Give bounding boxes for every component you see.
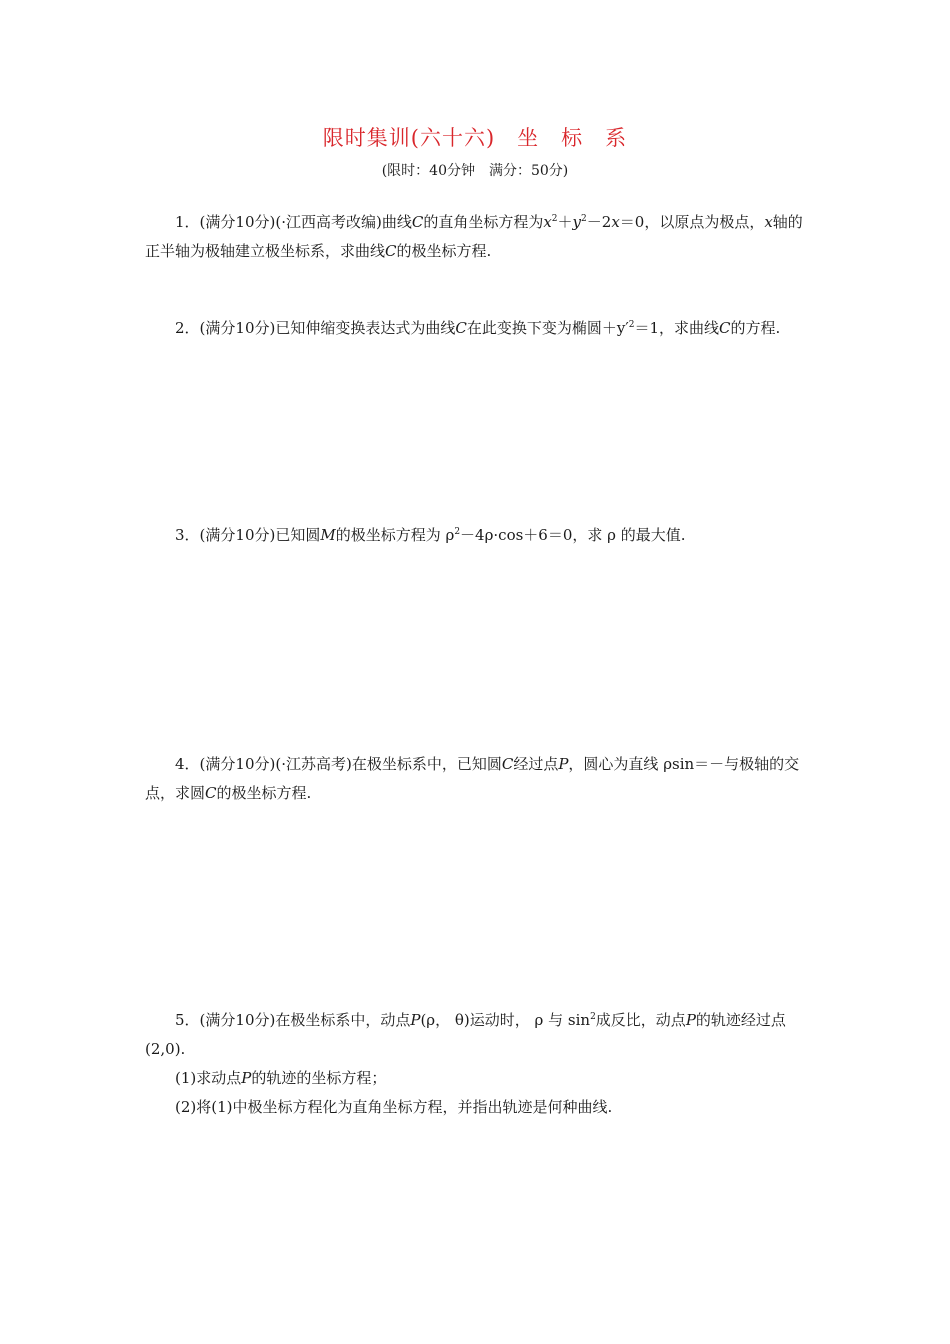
problem-5-part-1 [175, 1064, 815, 1093]
page-title: 限时集训(六十六) 坐 标 系 [322, 126, 628, 150]
problem-meta: (满分10分) [199, 526, 276, 544]
problem-2 [145, 314, 810, 343]
problem-3 [145, 521, 810, 550]
problem-text: 的极坐标方程. [216, 784, 312, 802]
problem-text: 的极坐标方程. [396, 242, 492, 260]
problem-number: 1． [175, 213, 200, 231]
page-subtitle: (限时：40分钟 满分：50分) [381, 163, 569, 179]
problem-text: ，圆心为直线 ρsin＝－与极轴的交点，求圆 [145, 755, 800, 802]
problem-meta: (满分10分)(·江苏高考) [199, 755, 352, 773]
problem-text: 的轨迹经过点(2,0). [145, 1011, 786, 1058]
sub-question-text: (2)将(1)中极坐标方程化为直角坐标方程，并指出轨迹是何种曲线. [175, 1098, 613, 1116]
problem-1 [145, 208, 810, 266]
problem-4 [145, 750, 810, 808]
problem-text: 的极坐标方程为 ρ [335, 526, 455, 544]
variable: C [455, 319, 467, 337]
variable: C [205, 784, 217, 802]
problem-text: 已知伸缩变换表达式为曲线 [275, 319, 456, 337]
problem-meta: (满分10分) [199, 319, 276, 337]
sub-question-text: (1)求动点 [175, 1069, 242, 1087]
variable: P [410, 1011, 421, 1029]
problem-text: 已知圆 [275, 526, 321, 544]
problem-text: 在极坐标系中，动点 [275, 1011, 411, 1029]
operator: ＋ [557, 213, 573, 231]
problem-text: 在极坐标系中，已知圆 [351, 755, 502, 773]
variable: P [241, 1069, 252, 1087]
variable: x [764, 213, 773, 231]
variable: M [320, 526, 336, 544]
variable: C [501, 755, 514, 773]
problem-number: 5． [175, 1011, 200, 1029]
problem-text: ＝0，以原点为极点， [619, 213, 765, 231]
problem-text: 经过点 [513, 755, 559, 773]
problem-number: 2． [175, 319, 200, 337]
problem-text: ＝1，求曲线 [634, 319, 720, 337]
problem-text: 曲线 [381, 213, 412, 231]
variable: C [719, 319, 731, 337]
exponent: 2 [551, 214, 558, 224]
problem-text: 轴的正半轴为极轴建立极坐标系，求曲线 [145, 213, 803, 260]
variable: P [685, 1011, 696, 1029]
problem-text: 的直角坐标方程为 [423, 213, 544, 231]
operator: －2 [586, 213, 612, 231]
problem-meta: (满分10分)(·江西高考改编) [199, 213, 382, 231]
variable: y [572, 213, 582, 231]
variable: x [611, 213, 620, 231]
problem-meta: (满分10分) [199, 1011, 276, 1029]
exponent: 2 [590, 1012, 596, 1022]
exponent: 2 [581, 214, 587, 224]
problem-number: 3． [175, 526, 200, 544]
problem-number: 4． [175, 755, 200, 773]
problem-text: 成反比，动点 [595, 1011, 686, 1029]
variable: x [543, 213, 552, 231]
problem-text: 在此变换下变为椭圆＋y′ [466, 319, 629, 337]
variable: P [558, 755, 569, 773]
problem-text: (ρ， θ)运动时， ρ 与 sin [420, 1011, 591, 1029]
variable: C [385, 242, 397, 260]
problem-5 [145, 1006, 810, 1064]
problem-text: －4ρ·cos＋6＝0，求 ρ 的最大值. [460, 526, 686, 544]
sub-question-text: 的轨迹的坐标方程； [251, 1069, 387, 1087]
problem-text: 的方程. [730, 319, 781, 337]
problem-5-part-2 [175, 1093, 815, 1122]
variable: C [411, 213, 424, 231]
exponent: 2 [454, 527, 461, 537]
exponent: 2 [628, 320, 635, 330]
